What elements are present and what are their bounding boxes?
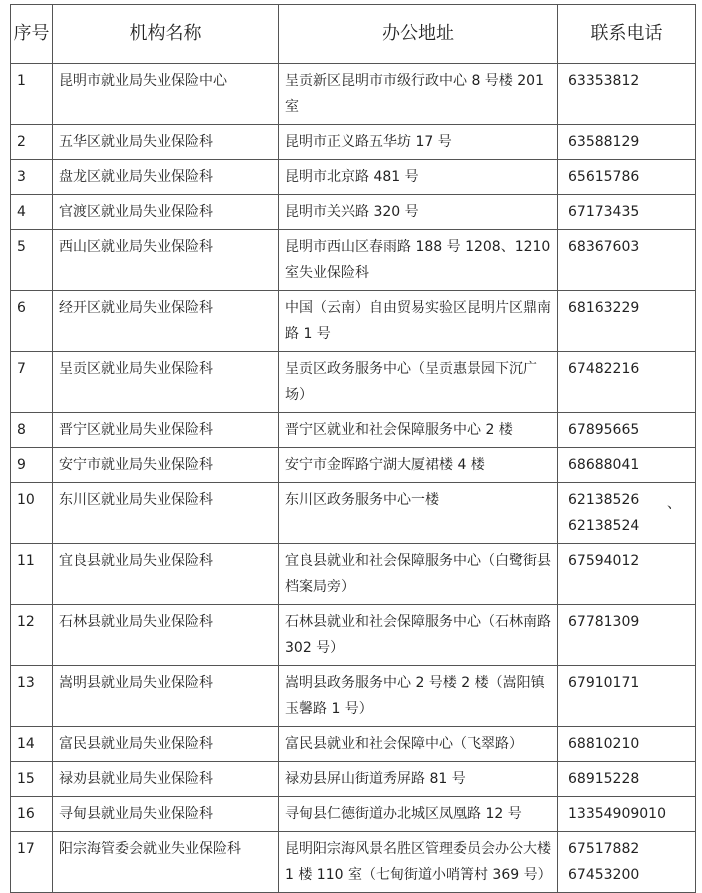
table-row (11, 291, 696, 352)
table-row (11, 666, 696, 727)
row-tel: 67173435 (568, 204, 640, 220)
row-seq: 10 (11, 483, 53, 544)
row-tel-cell (558, 832, 696, 893)
row-seq: 5 (11, 230, 53, 291)
row-seq: 8 (11, 413, 53, 448)
table-row (11, 413, 696, 448)
row-addr: 东川区政务服务中心一楼 (279, 483, 558, 544)
row-org: 呈贡区就业局失业保险科 (53, 352, 279, 413)
row-tel: 63588129 (568, 134, 640, 150)
row-tel-cell (558, 413, 696, 448)
row-tel: 65615786 (568, 169, 640, 185)
row-addr: 寻甸县仁德街道办北城区凤凰路 12 号 (279, 797, 558, 832)
row-addr: 安宁市金晖路宁湖大厦裙楼 4 楼 (279, 448, 558, 483)
row-addr: 石林县就业和社会保障服务中心（石林南路 302 号） (279, 605, 558, 666)
row-tel: 67517882 (568, 841, 640, 857)
row-tel-cell (558, 160, 696, 195)
row-org: 富民县就业局失业保险科 (53, 727, 279, 762)
row-addr: 嵩明县政务服务中心 2 号楼 2 楼（嵩阳镇玉馨路 1 号） (279, 666, 558, 727)
row-tel: 68688041 (568, 457, 640, 473)
office-table (10, 4, 696, 893)
row-seq: 9 (11, 448, 53, 483)
row-tel-cell (558, 64, 696, 125)
row-tel-cell (558, 352, 696, 413)
row-tel-cell (558, 230, 696, 291)
row-org: 嵩明县就业局失业保险科 (53, 666, 279, 727)
row-tel-separator: 、 (667, 496, 681, 512)
table-row (11, 125, 696, 160)
row-tel: 67482216 (568, 361, 640, 377)
row-org: 西山区就业局失业保险科 (53, 230, 279, 291)
row-seq: 13 (11, 666, 53, 727)
row-org: 寻甸县就业局失业保险科 (53, 797, 279, 832)
row-org: 晋宁区就业局失业保险科 (53, 413, 279, 448)
row-tel-cell (558, 605, 696, 666)
row-tel: 68367603 (568, 239, 640, 255)
row-tel: 68915228 (568, 771, 640, 787)
row-tel-cell (558, 483, 696, 544)
table-row (11, 483, 696, 544)
row-addr: 中国（云南）自由贸易实验区昆明片区鼎南路 1 号 (279, 291, 558, 352)
row-org: 阳宗海管委会就业失业保险科 (53, 832, 279, 893)
row-seq: 15 (11, 762, 53, 797)
row-addr: 昆明市北京路 481 号 (279, 160, 558, 195)
row-org: 东川区就业局失业保险科 (53, 483, 279, 544)
table-row (11, 352, 696, 413)
header-tel: 联系电话 (558, 5, 696, 64)
row-org: 禄劝县就业局失业保险科 (53, 762, 279, 797)
row-tel-cell (558, 125, 696, 160)
row-tel: 67781309 (568, 614, 640, 630)
table-row (11, 605, 696, 666)
header-addr: 办公地址 (279, 5, 558, 64)
row-seq: 3 (11, 160, 53, 195)
row-addr: 昆明阳宗海风景名胜区管理委员会办公大楼 1 楼 110 室（七甸街道小哨箐村 369 号） (279, 832, 558, 893)
row-org: 盘龙区就业局失业保险科 (53, 160, 279, 195)
table-row (11, 448, 696, 483)
header-seq: 序号 (11, 5, 53, 64)
header-row (11, 5, 696, 64)
row-tel-cell (558, 448, 696, 483)
table-row (11, 544, 696, 605)
row-org: 安宁市就业局失业保险科 (53, 448, 279, 483)
table-row (11, 762, 696, 797)
row-addr: 呈贡新区昆明市市级行政中心 8 号楼 201 室 (279, 64, 558, 125)
row-addr: 富民县就业和社会保障中心（飞翠路） (279, 727, 558, 762)
row-seq: 6 (11, 291, 53, 352)
table-row (11, 195, 696, 230)
table-row (11, 230, 696, 291)
row-addr: 昆明市关兴路 320 号 (279, 195, 558, 230)
row-seq: 2 (11, 125, 53, 160)
table-row (11, 727, 696, 762)
table-row (11, 797, 696, 832)
row-addr: 晋宁区就业和社会保障服务中心 2 楼 (279, 413, 558, 448)
row-seq: 11 (11, 544, 53, 605)
row-org: 经开区就业局失业保险科 (53, 291, 279, 352)
row-tel-cell (558, 797, 696, 832)
row-seq: 17 (11, 832, 53, 893)
row-tel-cell (558, 291, 696, 352)
row-org: 宜良县就业局失业保险科 (53, 544, 279, 605)
row-tel: 63353812 (568, 73, 640, 89)
row-tel-secondary: 62138524 (568, 518, 640, 534)
row-seq: 4 (11, 195, 53, 230)
row-tel: 68810210 (568, 736, 640, 752)
row-seq: 12 (11, 605, 53, 666)
row-tel-cell (558, 727, 696, 762)
table-row (11, 832, 696, 893)
row-tel-cell (558, 195, 696, 230)
row-addr: 昆明市西山区春雨路 188 号 1208、1210 室失业保险科 (279, 230, 558, 291)
table-row (11, 160, 696, 195)
row-tel: 67594012 (568, 553, 640, 569)
office-directory (10, 4, 695, 893)
row-tel: 67910171 (568, 675, 640, 691)
row-org: 石林县就业局失业保险科 (53, 605, 279, 666)
row-tel-cell (558, 762, 696, 797)
row-org: 昆明市就业局失业保险中心 (53, 64, 279, 125)
row-tel-cell (558, 666, 696, 727)
row-tel: 13354909010 (568, 806, 666, 822)
row-tel-cell (558, 544, 696, 605)
row-addr: 呈贡区政务服务中心（呈贡惠景园下沉广场） (279, 352, 558, 413)
table-row (11, 64, 696, 125)
row-tel: 68163229 (568, 300, 640, 316)
header-org: 机构名称 (53, 5, 279, 64)
row-addr: 昆明市正义路五华坊 17 号 (279, 125, 558, 160)
row-seq: 16 (11, 797, 53, 832)
row-tel-secondary: 67453200 (568, 867, 640, 883)
row-org: 官渡区就业局失业保险科 (53, 195, 279, 230)
table-body (11, 64, 696, 893)
row-tel: 62138526 (568, 492, 640, 508)
row-seq: 14 (11, 727, 53, 762)
row-addr: 宜良县就业和社会保障服务中心（白鹭街县档案局旁） (279, 544, 558, 605)
row-seq: 7 (11, 352, 53, 413)
row-seq: 1 (11, 64, 53, 125)
row-org: 五华区就业局失业保险科 (53, 125, 279, 160)
row-addr: 禄劝县屏山街道秀屏路 81 号 (279, 762, 558, 797)
row-tel: 67895665 (568, 422, 640, 438)
